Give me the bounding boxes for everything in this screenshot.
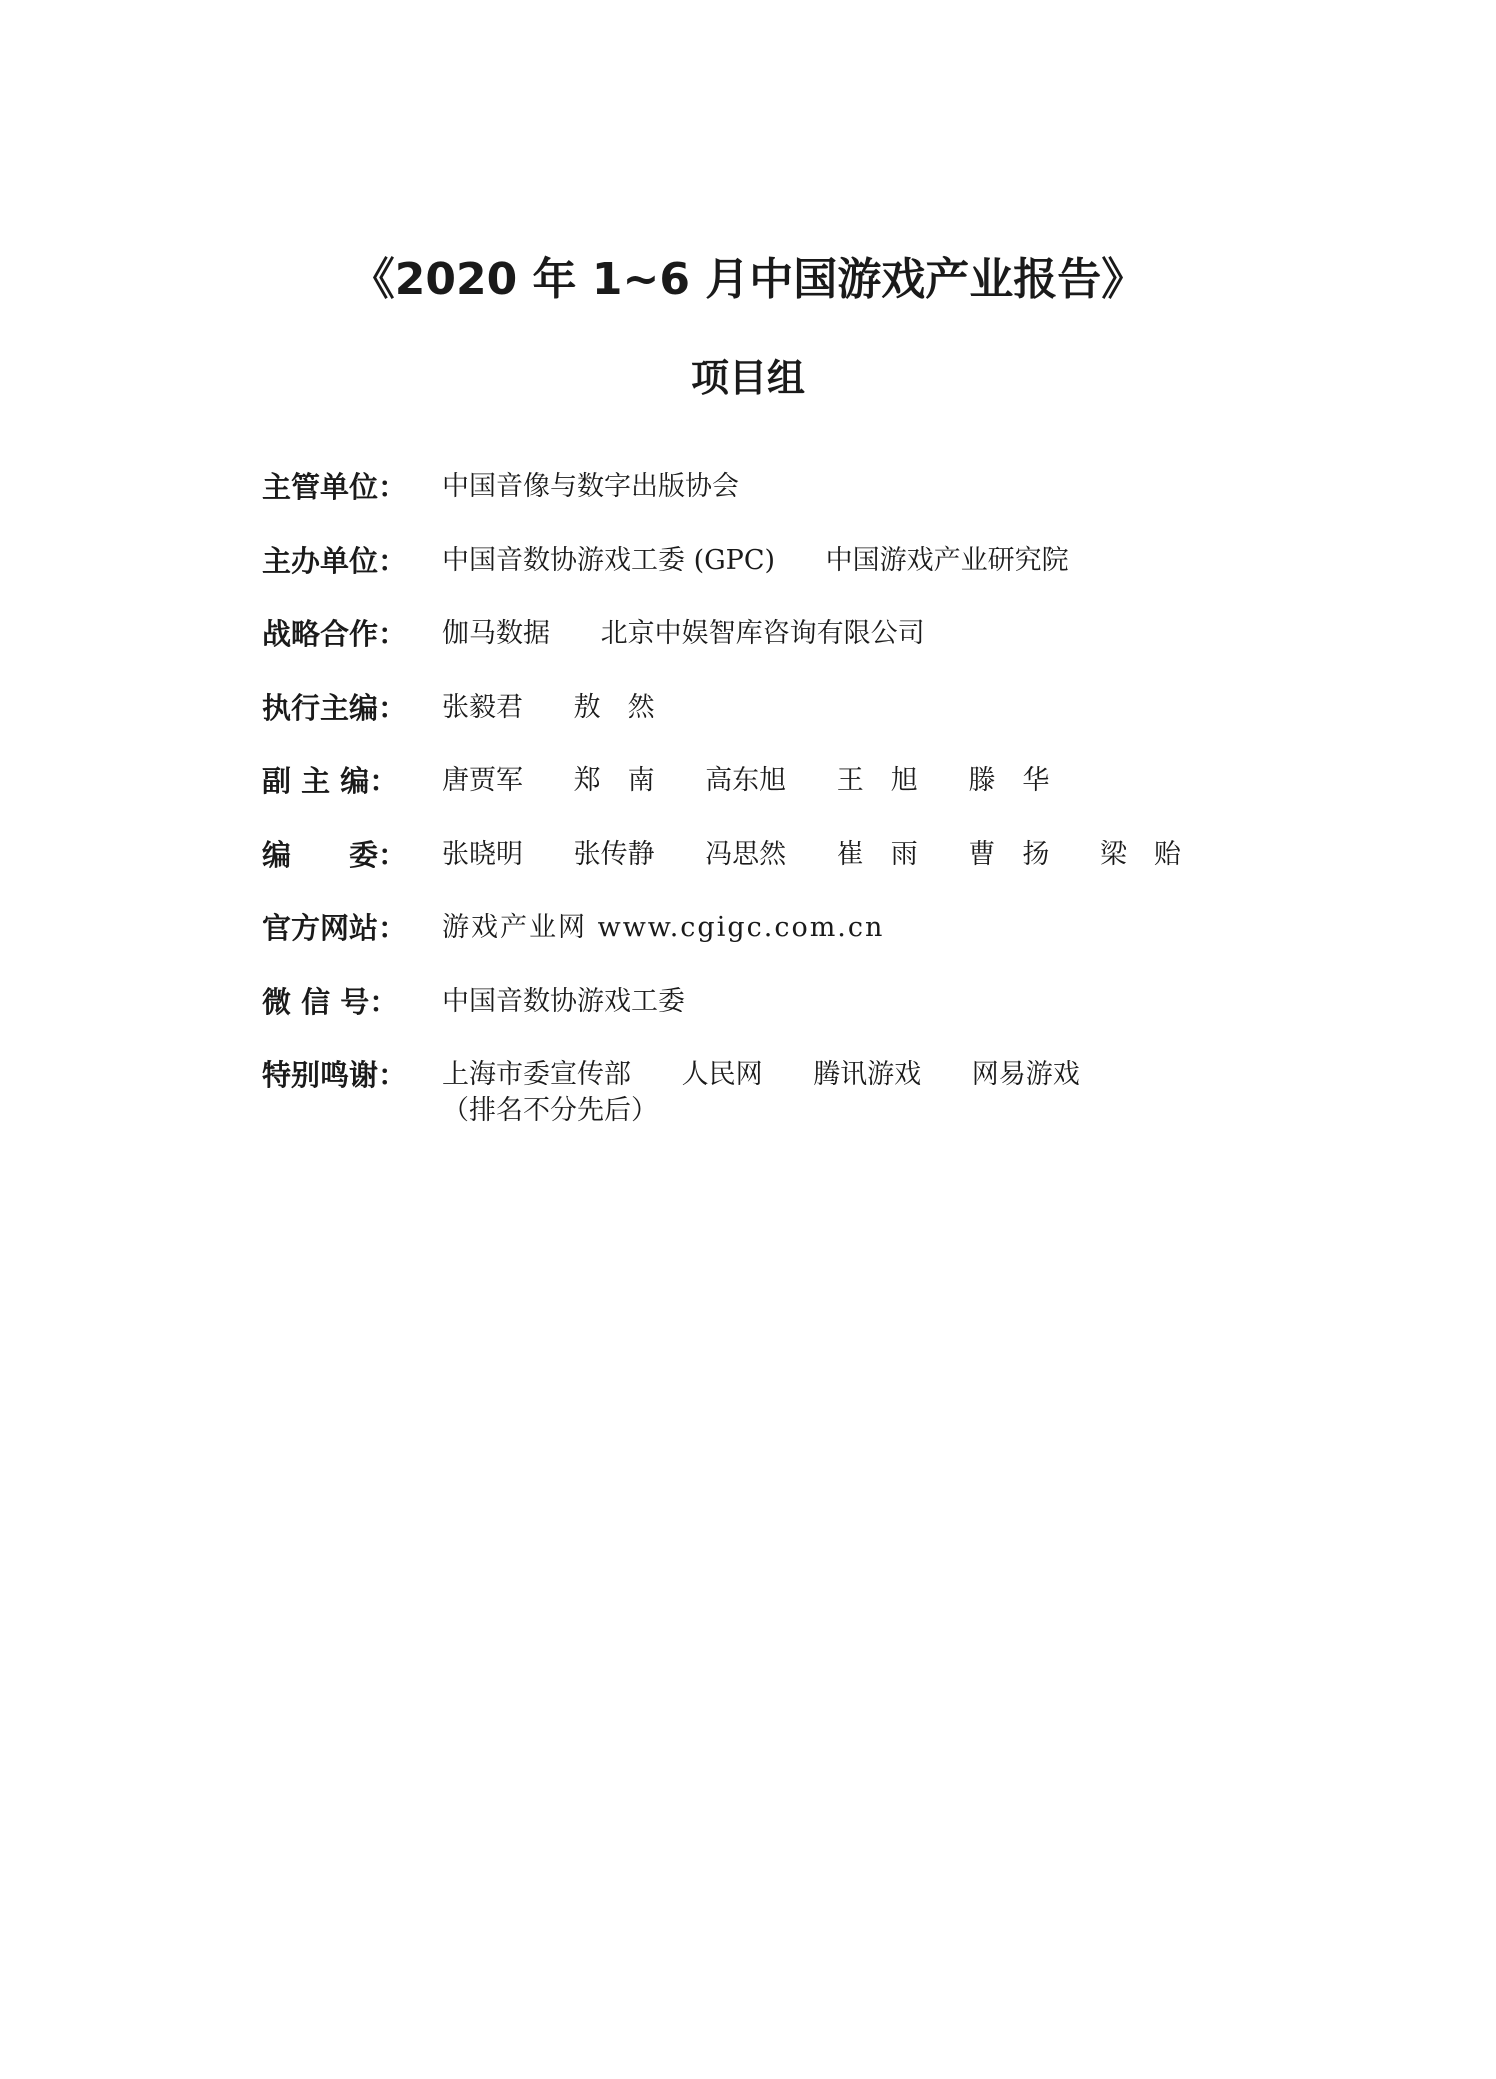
credit-values <box>442 540 1362 582</box>
credit-values <box>442 687 1362 729</box>
credit-value: 高东旭 <box>705 765 787 796</box>
credit-value: 敖 然 <box>573 691 655 723</box>
report-title: 《2020 年 1~6 月中国游戏产业报告》 <box>350 254 1146 305</box>
section-subtitle: 项目组 <box>690 356 805 400</box>
credit-label: 战略合作： <box>262 617 408 651</box>
credit-value: 张晓明 <box>442 838 523 870</box>
credit-value: 中国音像与数字出版协会 <box>442 471 739 502</box>
credit-label: 主管单位： <box>262 470 408 504</box>
credit-row-wechat <box>262 981 1362 1055</box>
credit-value: 张毅君 <box>442 691 523 723</box>
credit-row-strategic-partner <box>262 613 1362 687</box>
credit-value: 中国游戏产业研究院 <box>825 544 1069 576</box>
credit-row-organizer <box>262 540 1362 614</box>
credit-value: 中国音数协游戏工委 <box>442 985 685 1017</box>
credit-row-editorial-board <box>262 834 1362 908</box>
credit-value: 王 旭 <box>836 765 918 796</box>
credit-value: 张传静 <box>573 838 655 870</box>
credits-list <box>262 466 1362 1130</box>
credit-value: 梁 贻 <box>1099 838 1181 870</box>
credit-row-supervisor <box>262 466 1362 540</box>
credit-row-deputy-editor <box>262 760 1362 834</box>
credit-label: 主办单位： <box>262 543 408 578</box>
credit-value: 腾讯游戏 <box>813 1059 922 1090</box>
credit-value: 滕 华 <box>968 765 1050 796</box>
credit-label: 特别鸣谢： <box>262 1058 408 1092</box>
credit-value: 郑 南 <box>573 765 655 796</box>
credit-row-executive-editor <box>262 687 1362 761</box>
credit-value: 中国音数协游戏工委 (GPC) <box>442 544 776 576</box>
credit-row-official-website <box>262 907 1362 981</box>
credit-label: 微 信 号： <box>262 984 399 1019</box>
credit-label: 编 委： <box>262 837 408 872</box>
credit-value: 人民网 <box>681 1059 763 1090</box>
credit-value: 崔 雨 <box>836 838 918 870</box>
credit-value: 上海市委宣传部 <box>442 1059 631 1090</box>
credit-values <box>442 613 1362 655</box>
credit-values <box>442 834 1362 876</box>
credit-value: 伽马数据 <box>442 618 550 649</box>
credit-value: 曹 扬 <box>968 838 1050 870</box>
official-website-value: 游戏产业网 www.cgigc.com.cn <box>442 912 885 943</box>
credit-values <box>442 466 1362 508</box>
credit-label: 官方网站： <box>262 911 408 945</box>
credit-label: 执行主编： <box>262 690 408 725</box>
credit-values <box>442 760 1362 802</box>
credit-value: 网易游戏 <box>971 1059 1080 1090</box>
credit-values <box>442 907 1362 949</box>
credit-value: 北京中娱智库咨询有限公司 <box>600 618 925 649</box>
credit-values <box>442 1054 1362 1130</box>
credit-values <box>442 981 1362 1023</box>
credit-row-special-thanks <box>262 1054 1362 1130</box>
credit-label: 副 主 编： <box>262 764 399 798</box>
credit-value: 唐贾军 <box>442 765 523 796</box>
ordering-note: （排名不分先后） <box>442 1095 658 1126</box>
credit-value: 冯思然 <box>705 838 787 870</box>
